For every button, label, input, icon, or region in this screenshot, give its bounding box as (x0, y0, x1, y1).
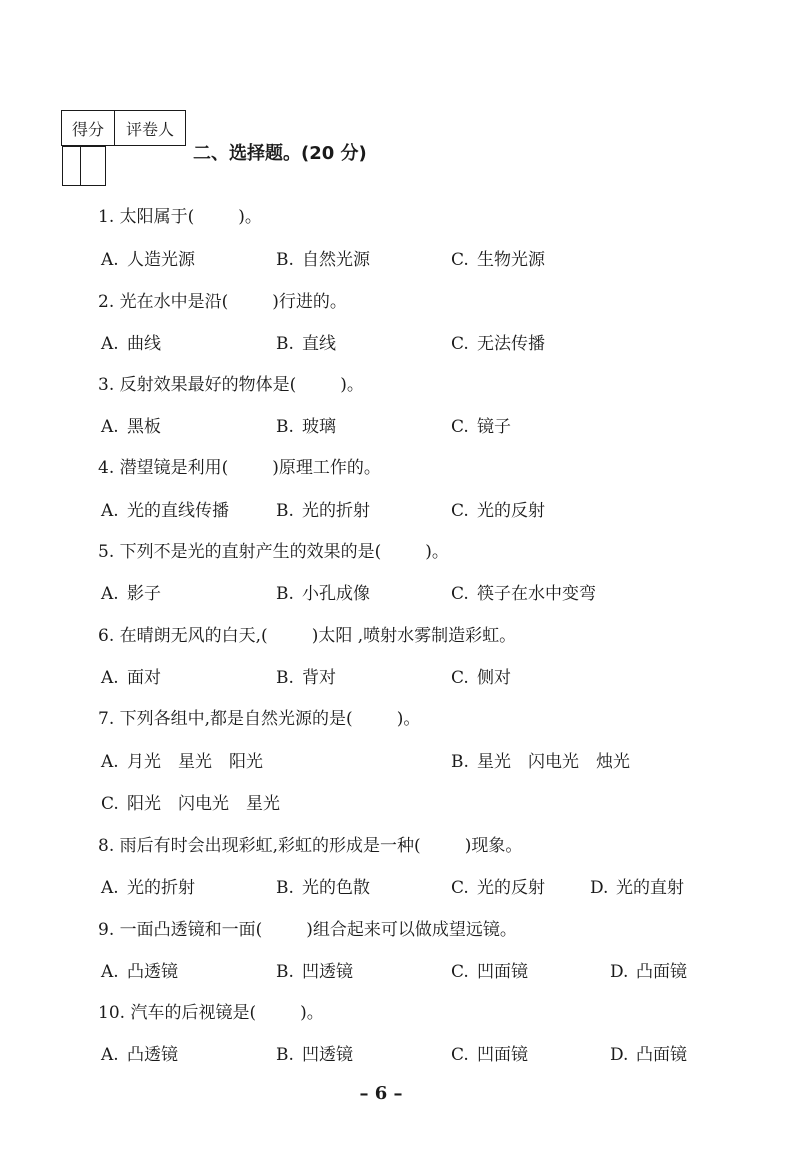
question-text-end: )。 (340, 375, 364, 395)
question-5 (98, 540, 449, 564)
option-text: 黑板 (127, 417, 161, 437)
question-9 (98, 918, 517, 942)
option-text: 无法传播 (477, 334, 545, 354)
option-text: 光的反射 (477, 501, 545, 521)
option-9c (451, 960, 528, 984)
option-3c (451, 415, 511, 439)
option-9a (101, 960, 178, 984)
option-10a (101, 1043, 178, 1067)
option-1c (451, 248, 545, 272)
option-10d (610, 1043, 687, 1067)
option-letter: A. (101, 584, 119, 604)
question-8 (98, 834, 522, 858)
option-text: 光的色散 (302, 878, 370, 898)
option-text: 面对 (127, 668, 161, 688)
option-text: 光的折射 (302, 501, 370, 521)
option-text: 凹透镜 (302, 962, 353, 982)
option-text: 光的直线传播 (127, 501, 229, 521)
option-letter: B. (276, 668, 294, 688)
question-text-end: )原理工作的。 (272, 458, 381, 478)
option-letter: B. (276, 250, 294, 270)
score-header: 得分 (62, 111, 115, 146)
option-text: 小孔成像 (302, 584, 370, 604)
option-letter: A. (101, 501, 119, 521)
option-text: 凹面镜 (477, 962, 528, 982)
question-number: 7. (98, 709, 115, 729)
option-text: 凸面镜 (636, 1045, 687, 1065)
option-letter: C. (451, 501, 469, 521)
option-5a (101, 582, 161, 606)
question-text: 下列不是光的直射产生的效果的是( (119, 542, 382, 562)
option-letter: C. (451, 417, 469, 437)
option-letter: A. (101, 668, 119, 688)
option-letter: B. (276, 501, 294, 521)
option-text: 影子 (127, 584, 161, 604)
option-letter: A. (101, 962, 119, 982)
option-letter: A. (101, 1045, 119, 1065)
option-5c (451, 582, 596, 606)
option-letter: B. (276, 417, 294, 437)
option-text: 自然光源 (302, 250, 370, 270)
option-text: 凸透镜 (127, 962, 178, 982)
question-text-end: )。 (396, 709, 421, 729)
question-2 (98, 290, 347, 314)
option-letter: C. (451, 1045, 469, 1065)
option-letter: B. (276, 1045, 294, 1065)
question-text: 一面凸透镜和一面( (119, 920, 263, 940)
question-7 (98, 707, 420, 731)
option-text: 月光 星光 阳光 (127, 752, 263, 772)
option-8d (590, 876, 684, 900)
option-text: 凸面镜 (636, 962, 687, 982)
question-text: 在晴朗无风的白天,( (119, 626, 268, 646)
option-text: 凹透镜 (302, 1045, 353, 1065)
question-4 (98, 456, 381, 480)
option-letter: A. (101, 417, 119, 437)
question-1 (98, 205, 262, 229)
option-text: 光的反射 (477, 878, 545, 898)
question-10 (98, 1001, 324, 1025)
option-3a (101, 415, 161, 439)
option-letter: A. (101, 752, 119, 772)
option-letter: B. (276, 962, 294, 982)
option-letter: B. (276, 334, 294, 354)
option-3b (276, 415, 336, 439)
option-letter: D. (590, 878, 609, 898)
question-text-end: )。 (300, 1003, 324, 1023)
option-2b (276, 332, 336, 356)
option-letter: C. (451, 878, 469, 898)
option-text: 生物光源 (477, 250, 545, 270)
option-text: 凸透镜 (127, 1045, 178, 1065)
option-1b (276, 248, 370, 272)
option-text: 玻璃 (302, 417, 336, 437)
option-letter: D. (610, 1045, 629, 1065)
option-6a (101, 666, 161, 690)
question-number: 4. (98, 458, 115, 478)
question-number: 2. (98, 292, 115, 312)
option-4c (451, 499, 545, 523)
option-letter: B. (276, 584, 294, 604)
option-letter: B. (276, 878, 294, 898)
option-2a (101, 332, 161, 356)
grader-cell (80, 147, 105, 186)
question-text-end: )。 (238, 207, 262, 227)
question-text: 雨后有时会出现彩虹,彩虹的形成是一种( (119, 836, 421, 856)
grader-header: 评卷人 (115, 111, 186, 146)
question-text: 反射效果最好的物体是( (119, 375, 297, 395)
option-10c (451, 1043, 528, 1067)
question-text-end: )组合起来可以做成望远镜。 (306, 920, 517, 940)
option-letter: C. (451, 334, 469, 354)
option-2c (451, 332, 545, 356)
option-7b (451, 750, 630, 774)
option-7a (101, 750, 263, 774)
option-text: 光的折射 (127, 878, 195, 898)
question-text-end: )现象。 (464, 836, 523, 856)
question-text: 潜望镜是利用( (119, 458, 229, 478)
option-8b (276, 876, 370, 900)
option-letter: C. (451, 962, 469, 982)
option-text: 直线 (302, 334, 336, 354)
option-letter: A. (101, 250, 119, 270)
option-text: 筷子在水中变弯 (477, 584, 596, 604)
question-number: 8. (98, 836, 115, 856)
option-letter: B. (451, 752, 469, 772)
option-5b (276, 582, 370, 606)
option-4a (101, 499, 229, 523)
score-cell (62, 147, 80, 186)
question-number: 1. (98, 207, 115, 227)
option-letter: C. (451, 250, 469, 270)
option-letter: C. (101, 794, 119, 814)
option-6c (451, 666, 511, 690)
option-text: 人造光源 (127, 250, 195, 270)
question-number: 9. (98, 920, 115, 940)
option-8c (451, 876, 545, 900)
section-title: 二、选择题。(20 分) (193, 143, 367, 164)
option-letter: D. (610, 962, 629, 982)
question-text-end: )太阳 ,喷射水雾制造彩虹。 (311, 626, 517, 646)
question-number: 10. (98, 1003, 126, 1023)
question-3 (98, 373, 364, 397)
option-text: 曲线 (127, 334, 161, 354)
question-text: 太阳属于( (119, 207, 195, 227)
page-number: – 6 – (359, 1083, 403, 1104)
question-number: 5. (98, 542, 115, 562)
question-6 (98, 624, 516, 648)
option-text: 星光 闪电光 烛光 (477, 752, 630, 772)
question-text: 汽车的后视镜是( (130, 1003, 257, 1023)
option-text: 凹面镜 (477, 1045, 528, 1065)
option-letter: C. (451, 668, 469, 688)
option-text: 背对 (302, 668, 336, 688)
option-10b (276, 1043, 353, 1067)
option-9d (610, 960, 687, 984)
option-7c (101, 792, 280, 816)
question-text: 光在水中是沿( (119, 292, 229, 312)
score-table (61, 110, 186, 186)
question-text-end: )。 (425, 542, 449, 562)
option-9b (276, 960, 353, 984)
question-text-end: )行进的。 (272, 292, 347, 312)
option-letter: C. (451, 584, 469, 604)
option-6b (276, 666, 336, 690)
option-1a (101, 248, 195, 272)
option-text: 阳光 闪电光 星光 (127, 794, 280, 814)
option-text: 侧对 (477, 668, 511, 688)
option-8a (101, 876, 195, 900)
question-number: 6. (98, 626, 115, 646)
option-letter: A. (101, 878, 119, 898)
option-4b (276, 499, 370, 523)
option-text: 镜子 (477, 417, 511, 437)
option-text: 光的直射 (616, 878, 684, 898)
option-letter: A. (101, 334, 119, 354)
question-number: 3. (98, 375, 115, 395)
question-text: 下列各组中,都是自然光源的是( (119, 709, 353, 729)
